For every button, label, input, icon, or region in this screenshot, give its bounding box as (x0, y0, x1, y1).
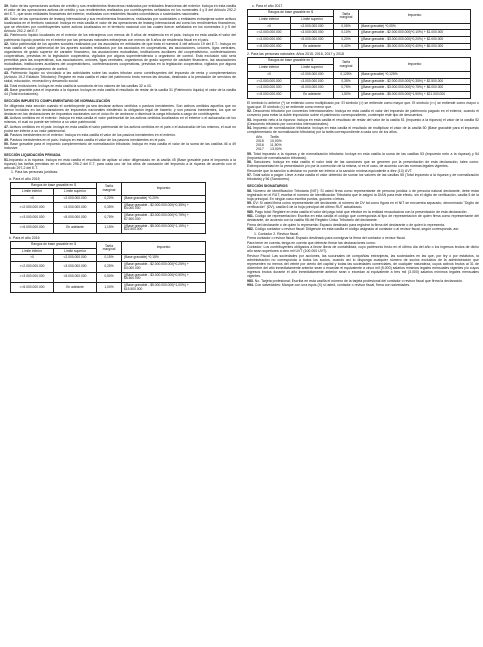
instruction-item (247, 126, 479, 134)
table-row (11, 213, 206, 223)
column-header-limite-inferior: Límite inferior (11, 248, 54, 255)
cell-tarifa: 1,15% (97, 223, 122, 233)
cell-limite-inferior: >=5.000.000.000 (248, 43, 291, 50)
table-row (11, 202, 206, 212)
table-caption-2017: c. Para el año 2017 (252, 4, 283, 8)
item-text: Código contador o revisor fiscal: Diligencie en esta casilla el código asignado al contador o al revisor fiscal, según corresponda, así: (254, 227, 460, 232)
item-text: Pasivos inexistentes en el país: Incluya en esta casilla el valor de los pasivos inexistentes en el país. (9, 137, 166, 142)
cell-limite-superior: <2.000.000.000 (54, 255, 97, 262)
section-title-liquidacion: SECCIÓN LIQUIDACIÓN PRIVADA (4, 153, 61, 158)
column-header-rangos: Rangos de base gravable en $ (11, 242, 97, 249)
instructions-list-liquidacion (247, 109, 479, 134)
item-number: 53. (247, 117, 252, 122)
cell-limite-inferior: >0 (248, 23, 291, 30)
cell-tarifa: 0,20% (97, 196, 122, 203)
cell-impuesto: ((Base gravable - $2.000.000.000)*0,25%) + $3.000.000 (122, 262, 206, 272)
table-row (11, 272, 206, 282)
contador-note: Contador: Los contribuyentes obligados a llevar libros de contabilidad, cuyo patrimonio bruto en el último día del año o los ingresos brutos de dicho año sean superiores a cien mil UVT (100.000 UVT). (247, 245, 479, 254)
cell-impuesto: ((Base gravable - $5.000.000.000)*1,00%) + $15.500.000 (122, 282, 206, 292)
instruction-item (247, 201, 479, 209)
cell-tarifa: 0,25% (97, 262, 122, 272)
column-header-tarifa: Tarifa marginal (97, 182, 122, 195)
cell-tarifa: 0,35% (334, 78, 359, 85)
item-number: 46. (4, 116, 9, 121)
firma-contador: Firma contador o revisor fiscal: Espacio destinado para consignar la firma del contador o revisor fiscal. (247, 236, 406, 241)
item-number: 41. (4, 33, 9, 38)
table-row (11, 282, 206, 292)
cell-tarifa: 0,10% (334, 30, 359, 37)
item-text: Valor de las operaciones de leasing internacional y sus rendimientos financieros, realizadas por sociedades o entidades extranjeras sobre activos localizados en el territorio nacional: Incluya en esta casilla el valor de las operaciones de leasing internacional así como los rendimientos financieros, que se efectúen por contribuyentes sobre activos localizados en el territorio nacional con las cuales fueron señalados en los numerales 4 y 5 del Artículo 292-2 del E.T. (4, 16, 236, 33)
cell-impuesto: ((Base gravable - $3.000.000.000)*0,75%) + $6.000.000 (359, 85, 471, 92)
item-text: Base gravable para el impuesto complementario de normalización tributaria: Incluya en esta casilla el valor de la suma de las casillas 46 a 49 inclusive. (4, 142, 237, 151)
table-header-row (248, 10, 471, 17)
instruction-item (247, 227, 479, 231)
left-column (4, 4, 236, 295)
column-header-limite-inferior: Límite inferior (248, 65, 291, 72)
instructions-list-signatarios (247, 189, 479, 223)
subheading-personas-naturales: 2. Para las personas naturales: Años 2015, 2016, 2017 y 2018 (247, 52, 344, 57)
cell-limite-superior: <3.000.000.000 (54, 202, 97, 212)
cell-limite-superior: En adelante (54, 223, 97, 233)
cell-impuesto: ((Base gravable - $5.000.000.000)*0,40%) + $6.000.000 (359, 43, 471, 50)
instruction-item (4, 42, 236, 71)
item-text: Total impuesto a la riqueza y de normalización tributaria: Incluya en esta casilla la suma de las casillas 53 (Impuesto neto a la riqueza) y 54 (Impuesto de normalización tributaria). (247, 151, 479, 160)
cell-impuesto: (Base gravable) *0,15% (122, 255, 206, 262)
table-row (11, 255, 206, 262)
instruction-item (4, 133, 236, 137)
instruction-item (4, 116, 236, 124)
table-row (11, 223, 206, 233)
column-header-rangos: Rangos de base gravable en $ (11, 182, 97, 189)
cell-limite-superior: En adelante (291, 43, 334, 50)
item-number: 49. (4, 137, 9, 142)
cell-tarifa: 0,05% (334, 23, 359, 30)
cell-tarifa: 0,20% (334, 36, 359, 43)
item-text: Impuesto a la riqueza: Incluya en esta casilla el resultado de aplicar al valor diligenciado en la casilla 45 (Base gravable para el impuesto a la riqueza) las tarifas previstas en el artículo 296-2 del E.T, para cada uno de los años de causación del impuesto a la riqueza de acuerdo con el artículo 297-2 del E.T. (4, 157, 236, 170)
table-row (248, 30, 471, 37)
item-number: 994. (247, 283, 254, 288)
column-header-limite-inferior: Límite inferior (11, 189, 54, 196)
item-text: No. Tarjeta profesional: Escriba en esta casilla el número de la tarjeta profesional del contador o revisor fiscal que firma la declaración. (254, 278, 464, 283)
item-text: Activos omitidos en el exterior: Incluya en esta casilla el valor patrimonial de los activos omitidos localizados en el exterior o el autoavalúo de los mismos, el cual no puede ser inferior a su valor patrimonial. (4, 116, 236, 125)
column-header-impuesto: Impuesto (359, 58, 471, 71)
cell-limite-inferior: >0 (11, 196, 54, 203)
table-row (11, 262, 206, 272)
cell-limite-inferior: >=5.000.000.000 (11, 223, 54, 233)
section-title-normalizacion: SECCIÓN IMPUESTO COMPLEMENTARIO DE NORMALIZACIÓN (4, 98, 111, 103)
instruction-item (247, 152, 479, 160)
rate-header-label: Tarifa (270, 135, 279, 140)
item-text: Total exclusiones: Incluya en esta casilla la sumatoria de los valores de las casillas 32 a 43. (9, 83, 152, 88)
para-tener-en-cuenta: Para tener en cuenta, tenga en cuenta que deberán firmar las declaraciones como: (247, 240, 376, 245)
item-text: Impuesto de normalización tributaria: Incluya en esta casilla el resultado de multiplicar el valor de la casilla 50 (Base gravable para el impuesto complementario de normalización tributaria) por la tarifa correspondiente a cada uno de los años. (247, 126, 479, 135)
rate-table-2016 (10, 241, 206, 293)
cell-impuesto: (Base gravable) *0,05% (359, 23, 471, 30)
item-text: Valor de las operaciones activas de crédito y sus rendimientos financieros realizados por entidades financieras del exterior. Incluya en esta casilla el valor de las operaciones activas de crédito y sus rendimientos realizados por contribuyentes señalados en los numerales 4 y 5 del Artículo 292-2 del E.T., que sean entidades financieras del exterior, realizadas con residentes fiscales colombianos o sociedades nacionales. (4, 4, 236, 17)
codes-contador-revisor: 1. Contador 2. Revisor fiscal. (254, 231, 299, 236)
cell-tarifa: 0,15% (97, 255, 122, 262)
column-header-limite-inferior: Límite inferior (248, 16, 291, 23)
instruction-item (247, 283, 479, 287)
cell-limite-inferior: >=2.000.000.000 (248, 78, 291, 85)
years-rate-list (256, 135, 479, 151)
instruction-item (4, 125, 236, 133)
item-number: 57. (247, 173, 252, 178)
cell-impuesto: (Base gravable) *0,20% (122, 196, 206, 203)
cell-limite-superior: En adelante (291, 91, 334, 98)
item-number: 55. (247, 151, 252, 156)
instruction-item (4, 4, 236, 16)
cell-limite-inferior: >0 (248, 71, 291, 78)
instruction-item (247, 173, 479, 181)
cell-tarifa: 0,75% (334, 85, 359, 92)
item-text: Total saldo a pagar: Lleve a esta casilla el valor obtenido de sumar los valores de las casillas 55 (Total impuesto a la riqueza y de normalización tributaria) y 56 (Sanciones). (247, 173, 479, 182)
cell-limite-superior: <2.000.000.000 (291, 23, 334, 30)
cell-impuesto: ((Base gravable - $2.000.000.000)*0,35%) + $2.500.000 (359, 78, 471, 85)
rate-value: 10,00% (270, 139, 282, 144)
symbols-note: El símbolo lo anterior (*) se entiendo como multiplicado por. El símbolo (>) se entiende como mayor que. El símbolo (>=) se entiende como mayor o igual que. El símbolo (<) se entiende como menor que. (247, 100, 479, 109)
rate-table-personas-naturales (247, 57, 471, 98)
cell-impuesto: ((Base gravable - $2.000.000.000)*0,10%) + $1.000.000 (359, 30, 471, 37)
item-text: Pago total: Registre en esta casilla el valor del pago total que efectúe en la entidad recaudadora con la presentación de esta declaración. (254, 209, 468, 214)
column-header-tarifa: Tarifa marginal (334, 58, 359, 71)
section-intro-normalizacion: Se diligencia esta sección cuando el contribuyente ya sea declarar activos omitidos o pasivos inexistentes. Son activos omitidos aquellos que no fueron incluidos en las declaraciones de impuestos nacionales existiendo la obligación legal de hacerlo; y son pasivos inexistentes, los que se declaran en las declaraciones de impuestos nacionales con el único fin de aminorar o disminuir la carga tributaria a cargo de contribuyente. (4, 103, 236, 116)
item-number: 59. (247, 201, 252, 206)
instruction-item (4, 88, 236, 96)
cell-limite-superior: <5.000.000.000 (291, 36, 334, 43)
instruction-item (247, 109, 479, 117)
instruction-item (247, 189, 479, 201)
item-text: Impuesto neto a la riqueza: Incluya en esta casilla el resultado de restar del valor de la casilla 51 (Impuesto a la riqueza) el valor de la casilla 52 (Descuento tributario por convenios internacionales). (247, 117, 479, 126)
item-text: Número de Identificación Tributaria (NIT): Si usted firma como representante de persona jurídica o de persona natural declarante, debe estar registrado en el RUT, escriba el número de Identificación Tributaria que le asignó la DIAN para este efecto, sin el dígito de verificación, casilla 5 de la hoja principal. En ningún caso escriba puntos, guiones o letras. (247, 188, 479, 201)
item-number: 981. (247, 214, 254, 219)
column-header-impuesto: Impuesto (359, 10, 471, 23)
cell-impuesto: ((Base gravable - $5.000.000.000)*1,15%) + $22.500.000 (122, 223, 206, 233)
instructions-list (4, 4, 236, 96)
cell-limite-superior: <5.000.000.000 (291, 85, 334, 92)
cell-tarifa: 0,50% (97, 272, 122, 282)
section-title-signatarios: SECCIÓN SIGNATARIOS (247, 183, 288, 188)
instruction-item (247, 214, 479, 222)
item-number: 48. (4, 133, 9, 138)
cell-tarifa: 1,50% (334, 91, 359, 98)
revisor-fiscal-note: Revisor Fiscal: Las sociedades por acciones, las sucursales de compañías extranjeras, las sociedades en las que, por ley o por estatutos, la administración no corresponda a todos los socios, cuando así lo disponga cualquier número de socios excluidos de la administración que representen no menos del veinte por ciento del capital y todas las sociedades comerciales, de cualquier naturaleza, cuyos activos brutos al 31 de diciembre del año inmediatamente anterior sean o excedan el equivalente a cinco mil (5.000) salarios mínimos legales mensuales vigentes y/o cuyos ingresos brutos durante el año inmediatamente anterior sean o excedan al equivalente a tres mil (3.000) salarios mínimos legales mensuales vigentes. (247, 253, 479, 279)
table-caption-2015: a. Para el año 2015 (9, 176, 40, 181)
table-header-row (248, 58, 471, 65)
instruction-item (4, 158, 236, 170)
column-header-tarifa: Tarifa marginal (97, 242, 122, 255)
cell-limite-inferior: >0 (11, 255, 54, 262)
cell-limite-inferior: >=3.000.000.000 (248, 36, 291, 43)
year-rate-row (256, 147, 479, 151)
item-number: 44. (4, 83, 9, 88)
item-number: 42. (4, 42, 9, 47)
item-text: Valor patrimonial de los aportes sociales realizados por los asociados en entidades de que trata el numeral 4 del artículo 19 del E.T.: Incluya en esta casilla el valor patrimonial de los aportes sociales realizados por los asociados en cooperativas, las asociaciones, uniones, ligas centrales, organismos de grado superior de carácter financiero, las asociaciones mutualistas, instituciones auxiliares del cooperativismo, confederaciones cooperativas, previstas en la legislación cooperativa, vigilados por alguna superintendencia u organismo de control. Esta exclusión sólo será permitida para las cooperativas, sus asociaciones, uniones, ligas centrales, organismos de grado superior de carácter financiero, las asociaciones mutualistas, instituciones auxiliares del cooperativismo, confederaciones cooperativas, previstas en la legislación cooperativa, vigilados por alguna superintendencia u organismo de control. (4, 42, 236, 71)
cell-limite-superior: <2.000.000.000 (291, 71, 334, 78)
cell-limite-inferior: >=5.000.000.000 (248, 91, 291, 98)
table-row (248, 78, 471, 85)
cell-limite-inferior: >=5.000.000.000 (11, 282, 54, 292)
cell-limite-superior: <3.000.000.000 (291, 78, 334, 85)
instruction-item (247, 210, 479, 214)
cell-impuesto: ((Base gravable - $3.000.000.000)*0,75%) + $7.500.000 (122, 213, 206, 223)
instruction-item (4, 142, 236, 150)
item-text: Con salvedades: Marque con una equis (X) si usted, contador o revisor fiscal, firma con salvedades. (254, 283, 411, 288)
cell-limite-inferior: >=3.000.000.000 (11, 213, 54, 223)
cell-tarifa: 0,40% (334, 43, 359, 50)
cell-limite-superior: <5.000.000.000 (54, 213, 97, 223)
item-text: Sanciones: Incluya en esta casilla el valor total de las sanciones que se generen por la presentación de esta declaración, tales como: Extemporaneidad en la presentación y/o por la corrección de la misma, si es el caso, de acuerdo con las normas legales vigentes. (247, 160, 480, 169)
item-text: Patrimonio líquido no vinculado a las actividades sobre las cuales tributan como contribuyentes del impuesto de renta y complementarios (Artículo 19-2 Estatuto Tributario): Registre en esta casilla el valor del patrimonio bruto menos las deudas, destinado a la prestación de servicios de salud, educación, recreación y desarrollo social. (4, 71, 236, 84)
instruction-item (247, 118, 479, 126)
item-text: Código de representación: Escriba en esta casilla el código que corresponda al tipo de representación de quien firma como representante del declarante, de acuerdo con la casilla 98 del Registro Único Tributario del declarante. (247, 214, 479, 223)
instructions-list-normalizacion (4, 116, 236, 150)
table-caption-2016: b. Para el año 2016 (9, 235, 40, 240)
year-header-label: Año (256, 135, 263, 140)
instruction-item (4, 17, 236, 33)
subheading-personas-juridicas: 1. Para las personas jurídicas: (11, 170, 59, 175)
item-number: 980. (247, 209, 254, 214)
item-text: Activos omitidos en el país: Incluya en esta casilla el valor patrimonial de los activos omitidos en el país o el autoavalúo de los mismos, el cual no podrá ser inferior a su valor patrimonial. (4, 124, 236, 133)
column-header-limite-superior: Límite superior (291, 16, 334, 23)
firma-declarante: Firma del declarante o de quien lo representa: Espacio destinado para registrar la firma del declarante o de quien lo representa. (247, 222, 446, 227)
table-row (11, 196, 206, 203)
cell-tarifa: 0,125% (334, 71, 359, 78)
item-number: 43. (4, 71, 9, 76)
right-column (247, 4, 479, 288)
rate-table-2015 (10, 182, 206, 234)
instructions-list-totales (247, 152, 479, 182)
cell-limite-superior: <5.000.000.000 (54, 272, 97, 282)
year-value: 2015 (256, 139, 264, 144)
column-header-limite-superior: Límite superior (291, 65, 334, 72)
table-row (248, 36, 471, 43)
cell-impuesto: ((Base gravable - $3.000.000.000)*0,20%) + $2.000.000 (359, 36, 471, 43)
instruction-item (247, 279, 479, 283)
item-text: Pasivos inexistentes en el exterior: Incluya en esta casilla el valor de los pasivos inexistentes en el exterior. (9, 133, 176, 138)
cell-limite-inferior: >=3.000.000.000 (11, 272, 54, 282)
item-text: Descuento tributario por convenios internacionales: Incluya en esta casilla el valor del impuesto de patrimonio pagado en el exterior, cuando el convenio para evitar la doble imposición sobre el patrimonio correspondiente, contemple este tipo de descuentos. (247, 109, 479, 118)
table-row (248, 91, 471, 98)
cell-limite-inferior: >=2.000.000.000 (11, 262, 54, 272)
item-number: 982. (247, 227, 254, 232)
cell-limite-superior: <2.000.000.000 (54, 196, 97, 203)
cell-limite-inferior: >=2.000.000.000 (11, 202, 54, 212)
instruction-item (247, 169, 479, 173)
year-value: 2016 (256, 143, 264, 148)
table-row (248, 43, 471, 50)
column-header-limite-superior: Límite superior (54, 248, 97, 255)
rate-value: 11,50% (270, 143, 282, 148)
table-row (248, 23, 471, 30)
instruction-item (4, 84, 236, 88)
table-header-row (11, 242, 206, 249)
column-header-impuesto: Impuesto (122, 182, 206, 195)
item-number: 52. (247, 109, 252, 114)
item-number: 40. (4, 16, 9, 21)
rate-table-2017 (247, 9, 471, 50)
cell-impuesto: (Base gravable) *0,125% (359, 71, 471, 78)
column-header-rangos: Rangos de base gravable en $ (248, 10, 334, 17)
cell-impuesto: ((Base gravable - $2.000.000.000)*0,35%) + $4.000.000 (122, 202, 206, 212)
rate-value: 13,00% (270, 147, 282, 152)
table-row (248, 85, 471, 92)
item-text: Recuerde que la sanción a declarar no puede ser inferior a la sanción mínima equivalente a diez (10) UVT. (247, 168, 413, 173)
item-number: 39. (4, 4, 9, 8)
item-number: 58. (247, 188, 252, 193)
instruction-item (4, 138, 236, 142)
item-number: 51. (4, 157, 9, 162)
table-row (248, 71, 471, 78)
item-number: 50. (4, 142, 9, 147)
column-header-rangos: Rangos de base gravable en $ (248, 58, 334, 65)
instruction-item (4, 33, 236, 41)
item-text: DV: Si usted firma como representante del declarante, si número de DV tal como figura en el NIT se encuentra separado, denominado "Dígito de verificación" (DV), casilla 6 de la hoja principal del último RUT actualizado. (247, 201, 479, 210)
cell-impuesto: ((Base gravable - $3.000.000.000)*0,50%) + $5.500.000 (122, 272, 206, 282)
cell-limite-inferior: >=3.000.000.000 (248, 85, 291, 92)
instruction-item (247, 160, 479, 168)
year-value: 2017 (256, 147, 264, 152)
cell-tarifa: 1,00% (97, 282, 122, 292)
cell-impuesto: ((Base gravable - $5.000.000.000)*1,50%) + $21.000.000 (359, 91, 471, 98)
cell-limite-inferior: >=2.000.000.000 (248, 30, 291, 37)
cell-tarifa: 0,75% (97, 213, 122, 223)
item-number: 45. (4, 88, 9, 93)
cell-limite-superior: En adelante (54, 282, 97, 292)
item-text: Base gravable para el impuesto a la riqueza: Incluya en esta casilla el resultado de restar de la casilla 31 (Patrimonio líquido) el valor de la casilla 44 (Total exclusiones). (4, 88, 236, 97)
item-text: Patrimonio líquido localizado en el exterior de los extranjeros con menos de 5 años de residencia en el país: Incluya en esta casilla el valor del patrimonio líquido poseído en el exterior por las personas naturales extranjeras con menos de 5 años de residencia fiscal en el país. (4, 33, 236, 42)
table-header-row (11, 182, 206, 189)
instruction-item (4, 71, 236, 83)
instructions-list-final (247, 279, 479, 288)
item-number: 983. (247, 278, 254, 283)
cell-limite-superior: <3.000.000.000 (54, 262, 97, 272)
column-header-limite-superior: Límite superior (54, 189, 97, 196)
cell-tarifa: 0,35% (97, 202, 122, 212)
item-number: 56. (247, 160, 252, 165)
column-header-tarifa: Tarifa marginal (334, 10, 359, 23)
cell-limite-superior: <3.000.000.000 (291, 30, 334, 37)
column-header-impuesto: Impuesto (122, 242, 206, 255)
item-number: 54. (247, 126, 252, 131)
item-number: 47. (4, 124, 9, 129)
